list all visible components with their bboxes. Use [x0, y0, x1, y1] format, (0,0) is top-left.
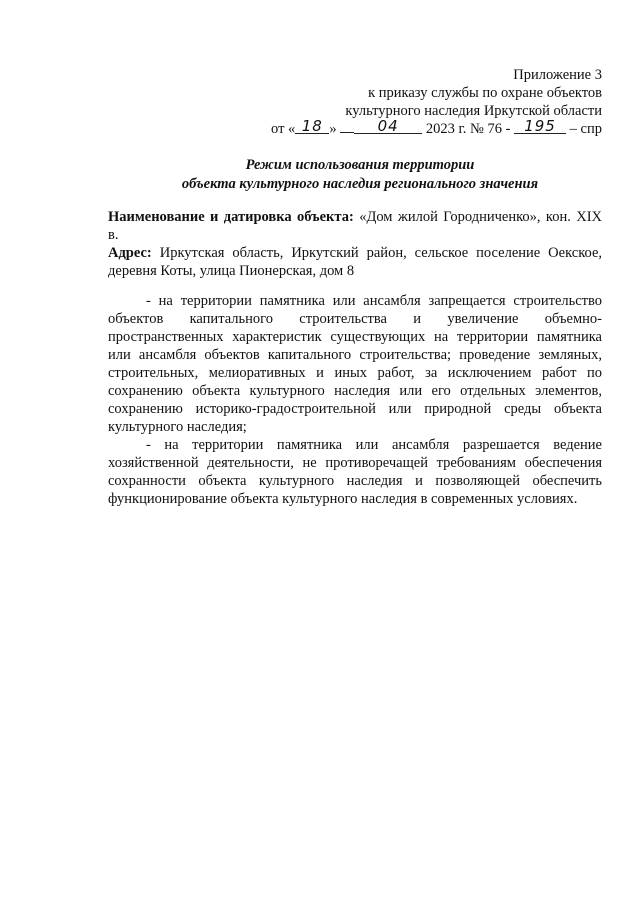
- address-label: Адрес:: [108, 245, 152, 261]
- date-prefix: от «: [271, 121, 296, 137]
- rule-permitted: - на территории памятника или ансамбля разрешается ведение хозяйственной деятельности, не противоречащей требованиям обеспечения сохранности объекта культурного наследия и позволяющей обеспечить функционирование объекта культурного наследия в современных условиях.: [108, 437, 602, 507]
- order-date-line: [262, 117, 602, 138]
- object-name-label: Наименование и датировка объекта:: [108, 209, 354, 225]
- order-suffix: – спр: [569, 121, 602, 137]
- object-name-value: «Дом жилой Городниченко», кон. XIX в.: [108, 209, 603, 243]
- year-and-order-number: 2023 г. № 76 -: [425, 121, 511, 137]
- appendix-number: Приложение 3: [513, 67, 602, 83]
- object-address-paragraph: [108, 244, 602, 280]
- order-authority-line: культурного наследия Иркутской области: [345, 103, 602, 119]
- appendix-header: [262, 66, 602, 138]
- handwritten-month: 04: [354, 119, 422, 134]
- title-line-1: Режим использования территории: [245, 157, 475, 173]
- rule-prohibited: - на территории памятника или ансамбля запрещается строительство объектов капитального строительства и увеличение объемно-пространственных характеристик существующих на территории памятника или ансамбля объектов капитального строительства; проведение земляных, строительных, мелиоративных и иных работ, за исключением работ по сохранению объекта культурного наследия или его отдельных элементов, сохранению историко-градостроительной или природной среды объекта культурного наследия;: [108, 293, 602, 435]
- document-title: [100, 156, 620, 194]
- underline-blank: [340, 120, 354, 133]
- address-value: Иркутская область, Иркутский район, сельское поселение Оекское, деревня Коты, улица Пионерская, дом 8: [108, 245, 603, 279]
- title-line-2: объекта культурного наследия регионального значения: [181, 176, 539, 192]
- date-close-quote: »: [329, 121, 337, 137]
- usage-rules: [108, 292, 602, 508]
- order-reference-line: к приказу службы по охране объектов: [368, 85, 602, 101]
- object-name-paragraph: [108, 208, 602, 244]
- handwritten-day: 18: [295, 119, 329, 134]
- handwritten-order-number: 195: [514, 119, 566, 134]
